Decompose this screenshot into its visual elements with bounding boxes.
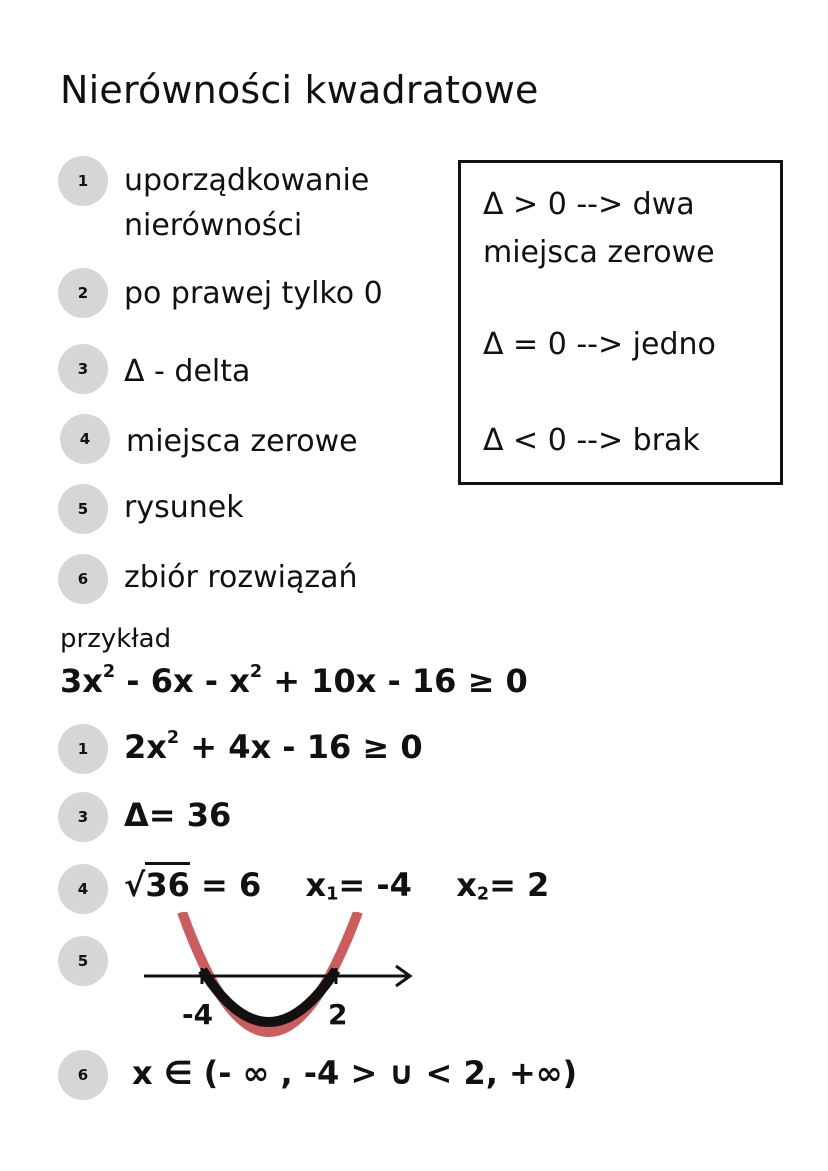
page-title: Nierówności kwadratowe: [60, 68, 539, 112]
equation-term-b: - 6x - x: [126, 662, 250, 700]
solution-step-badge: 4: [58, 864, 108, 914]
sqrt-radicand: 36: [145, 862, 190, 904]
x2-value: = 2: [489, 866, 550, 904]
step-text: zbiór rozwiązań: [124, 560, 358, 595]
step-text: po prawej tylko 0: [124, 276, 383, 311]
equation-exponent: 2: [249, 662, 263, 683]
equation-term-a: 3x: [60, 662, 103, 700]
parabola-sketch: [140, 912, 430, 1042]
x1-value: = -4: [338, 866, 412, 904]
solution-step-badge: 3: [58, 792, 108, 842]
delta-value: Δ= 36: [124, 796, 232, 834]
sqrt-result: = 6: [201, 866, 262, 904]
root-label-right: 2: [328, 998, 348, 1031]
inequality-leading-term: 2x: [124, 728, 167, 766]
example-label: przykład: [60, 624, 172, 654]
x1-subscript: 1: [326, 884, 339, 905]
step-text: rysunek: [124, 490, 244, 525]
sqrt-symbol: √: [124, 866, 146, 904]
ordered-inequality: [124, 728, 423, 766]
x1-label: x: [305, 866, 327, 904]
parabola-negative-part: [203, 970, 337, 1022]
inequality-rest: + 4x - 16 ≥ 0: [190, 728, 423, 766]
step-number-badge: 6: [58, 554, 108, 604]
step-number-badge: 5: [58, 484, 108, 534]
delta-positive-case: Δ > 0 --> dwa miejsca zerowe: [483, 187, 715, 270]
x2-subscript: 2: [476, 884, 490, 905]
zeros-calculation: [124, 866, 549, 905]
delta-zero-case: Δ = 0 --> jedno: [483, 327, 716, 362]
step-text: miejsca zerowe: [126, 424, 358, 459]
delta-cases-box: [458, 160, 783, 485]
root-label-left: -4: [182, 998, 214, 1031]
equation-exponent: 2: [102, 662, 116, 683]
example-equation: [60, 662, 528, 700]
solution-step-badge: 5: [58, 936, 108, 986]
inequality-exponent: 2: [166, 728, 180, 749]
solution-step-badge: 6: [58, 1050, 108, 1100]
solution-step-badge: 1: [58, 724, 108, 774]
delta-negative-case: Δ < 0 --> brak: [483, 423, 700, 458]
step-number-badge: 2: [58, 268, 108, 318]
step-text: uporządkowanie nierówności: [124, 163, 370, 243]
step-number-badge: 3: [58, 344, 108, 394]
x2-label: x: [456, 866, 477, 904]
step-text: Δ - delta: [124, 354, 251, 389]
solution-set: x ∈ (- ∞ , -4 > ∪ < 2, +∞): [132, 1054, 578, 1092]
equation-term-c: + 10x - 16 ≥ 0: [273, 662, 528, 700]
step-number-badge: 4: [60, 414, 110, 464]
step-number-badge: 1: [58, 156, 108, 206]
